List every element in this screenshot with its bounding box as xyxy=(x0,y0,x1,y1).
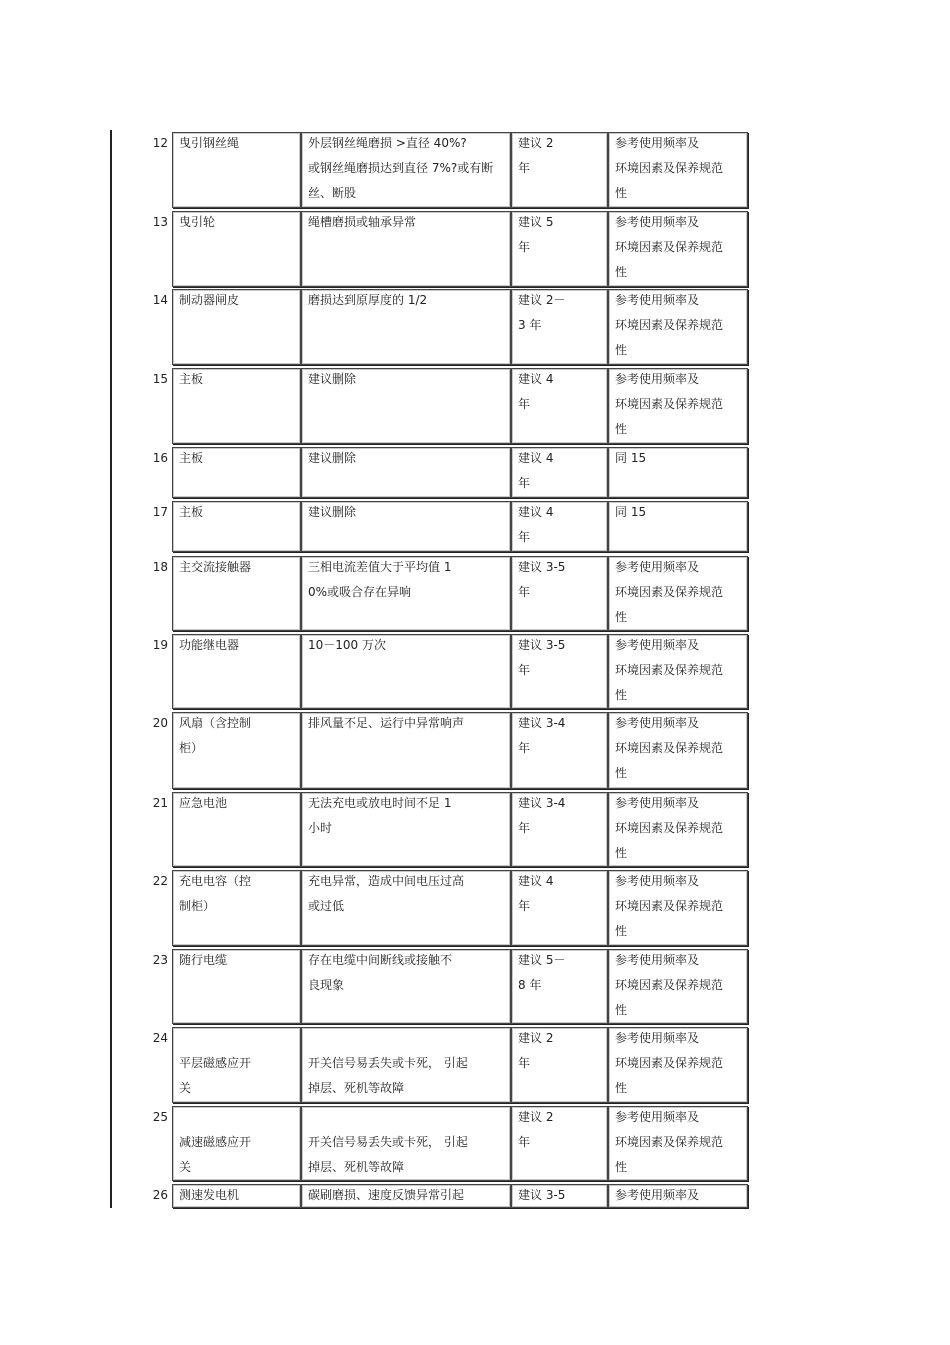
condition-cell-text: 外层钢丝绳磨损 >直径 40%? 或钢丝绳磨损达到直径 7%?或有断 丝、断股 xyxy=(308,136,494,200)
table-row xyxy=(110,1106,750,1181)
note-cell-text: 参考使用频率及 环境因素及保养规范 性 xyxy=(615,953,724,1017)
condition-cell xyxy=(301,289,511,365)
table-row xyxy=(110,501,750,552)
condition-cell xyxy=(301,1027,511,1103)
condition-cell-text: 开关信号易丢失或卡死， 引起 掉层、死机等故障 xyxy=(308,1135,468,1174)
period-cell xyxy=(511,1106,608,1181)
row-number: 23 xyxy=(152,953,168,967)
row-number: 24 xyxy=(152,1031,168,1045)
period-cell-text: 建议 3-5 年 xyxy=(518,560,566,599)
condition-cell xyxy=(301,447,511,498)
condition-cell xyxy=(301,1106,511,1181)
part-cell xyxy=(172,1106,301,1181)
part-cell-text: 风扇（含控制 柜） xyxy=(179,716,252,755)
condition-cell-text: 三相电流差值大于平均值 1 0%或吸合存在异响 xyxy=(308,560,452,599)
period-cell xyxy=(511,1027,608,1103)
note-cell-text: 同 15 xyxy=(615,505,647,519)
note-cell xyxy=(608,211,748,287)
period-cell-text: 建议 3-5 年 xyxy=(518,638,566,677)
part-cell-text: 功能继电器 xyxy=(179,638,240,652)
part-cell-text: 主交流接触器 xyxy=(179,560,252,574)
condition-cell-text: 存在电缆中间断线或接触不 良现象 xyxy=(308,953,453,992)
part-cell-text: 制动器闸皮 xyxy=(179,293,240,307)
row-number: 19 xyxy=(152,638,168,652)
condition-cell xyxy=(301,870,511,946)
note-cell xyxy=(608,1027,748,1103)
note-cell xyxy=(608,712,748,789)
table-row xyxy=(110,712,750,789)
period-cell-text: 建议 2－ 3 年 xyxy=(518,293,566,332)
period-cell xyxy=(511,1184,608,1208)
period-cell-text: 建议 2 年 xyxy=(518,1110,554,1149)
table-row xyxy=(110,556,750,631)
note-cell xyxy=(608,792,748,867)
note-cell-text: 同 15 xyxy=(615,451,647,465)
table-row xyxy=(110,792,750,867)
part-cell xyxy=(172,949,301,1024)
table-row xyxy=(110,368,750,444)
part-cell-text: 曳引钢丝绳 xyxy=(179,136,240,150)
period-cell xyxy=(511,556,608,631)
part-cell-text: 充电电容（控 制柜） xyxy=(179,874,252,913)
table-row xyxy=(110,289,750,365)
part-cell xyxy=(172,211,301,287)
part-cell-text: 应急电池 xyxy=(179,796,228,810)
row-number: 18 xyxy=(152,560,168,574)
condition-cell-text: 开关信号易丢失或卡死， 引起 掉层、死机等故障 xyxy=(308,1056,468,1095)
period-cell-text: 建议 3-4 年 xyxy=(518,716,566,755)
part-cell xyxy=(172,501,301,552)
note-cell xyxy=(608,556,748,631)
note-cell-text: 参考使用频率及 环境因素及保养规范 性 xyxy=(615,372,724,436)
condition-cell-text: 建议删除 xyxy=(308,505,357,519)
note-cell-text: 参考使用频率及 环境因素及保养规范 性 xyxy=(615,716,724,780)
condition-cell-text: 磨损达到原厚度的 1/2 xyxy=(308,293,428,307)
table-row xyxy=(110,1027,750,1103)
condition-cell xyxy=(301,501,511,552)
condition-cell xyxy=(301,1184,511,1208)
note-cell-text: 参考使用频率及 环境因素及保养规范 性 xyxy=(615,136,724,200)
note-cell xyxy=(608,1184,748,1208)
condition-cell-text: 排风量不足、运行中异常响声 xyxy=(308,716,465,730)
note-cell-text: 参考使用频率及 环境因素及保养规范 性 xyxy=(615,796,724,860)
period-cell xyxy=(511,501,608,552)
part-cell xyxy=(172,634,301,709)
note-cell-text: 参考使用频率及 环境因素及保养规范 性 xyxy=(615,215,724,279)
row-number: 22 xyxy=(152,874,168,888)
note-cell-text: 参考使用频率及 环境因素及保养规范 性 xyxy=(615,1031,724,1095)
part-cell-text: 主板 xyxy=(179,505,204,519)
row-number: 14 xyxy=(152,293,168,307)
row-number: 26 xyxy=(152,1188,168,1202)
condition-cell-text: 10－100 万次 xyxy=(308,638,386,652)
part-cell xyxy=(172,447,301,498)
note-cell xyxy=(608,634,748,709)
period-cell-text: 建议 5－ 8 年 xyxy=(518,953,566,992)
condition-cell xyxy=(301,634,511,709)
note-cell-text: 参考使用频率及 xyxy=(615,1188,700,1202)
period-cell xyxy=(511,870,608,946)
row-number: 21 xyxy=(152,796,168,810)
period-cell-text: 建议 5 年 xyxy=(518,215,554,254)
condition-cell-text: 建议删除 xyxy=(308,451,357,465)
part-cell xyxy=(172,870,301,946)
condition-cell-text: 绳槽磨损或轴承异常 xyxy=(308,215,417,229)
table-row xyxy=(110,211,750,287)
table-row xyxy=(110,870,750,946)
note-cell xyxy=(608,1106,748,1181)
condition-cell xyxy=(301,132,511,208)
row-number: 15 xyxy=(152,372,168,386)
part-cell-text: 随行电缆 xyxy=(179,953,228,967)
note-cell xyxy=(608,870,748,946)
condition-cell xyxy=(301,712,511,789)
note-cell-text: 参考使用频率及 环境因素及保养规范 性 xyxy=(615,874,724,938)
period-cell-text: 建议 2 年 xyxy=(518,1031,554,1070)
note-cell xyxy=(608,447,748,498)
period-cell xyxy=(511,211,608,287)
period-cell-text: 建议 4 年 xyxy=(518,451,554,490)
part-cell xyxy=(172,792,301,867)
note-cell xyxy=(608,501,748,552)
part-cell-text: 减速磁感应开 关 xyxy=(179,1135,252,1174)
condition-cell-text: 建议删除 xyxy=(308,372,357,386)
period-cell xyxy=(511,949,608,1024)
period-cell xyxy=(511,792,608,867)
period-cell xyxy=(511,132,608,208)
condition-cell xyxy=(301,792,511,867)
table-row xyxy=(110,447,750,498)
note-cell-text: 参考使用频率及 环境因素及保养规范 性 xyxy=(615,293,724,357)
row-number: 13 xyxy=(152,215,168,229)
note-cell xyxy=(608,949,748,1024)
condition-cell xyxy=(301,211,511,287)
part-cell-text: 主板 xyxy=(179,451,204,465)
part-cell xyxy=(172,368,301,444)
table-row xyxy=(110,949,750,1024)
part-cell-text: 曳引轮 xyxy=(179,215,216,229)
part-cell xyxy=(172,712,301,789)
note-cell xyxy=(608,368,748,444)
condition-cell-text: 充电异常，造成中间电压过高 或过低 xyxy=(308,874,465,913)
row-number: 16 xyxy=(152,451,168,465)
part-cell xyxy=(172,1184,301,1208)
row-number: 17 xyxy=(152,505,168,519)
table-row xyxy=(110,1184,750,1208)
period-cell-text: 建议 4 年 xyxy=(518,505,554,544)
condition-cell xyxy=(301,949,511,1024)
row-number: 12 xyxy=(152,136,168,150)
part-cell xyxy=(172,289,301,365)
table-row xyxy=(110,132,750,208)
condition-cell xyxy=(301,556,511,631)
note-cell-text: 参考使用频率及 环境因素及保养规范 性 xyxy=(615,560,724,624)
part-cell xyxy=(172,132,301,208)
note-cell-text: 参考使用频率及 环境因素及保养规范 性 xyxy=(615,1110,724,1174)
part-cell-text: 主板 xyxy=(179,372,204,386)
part-cell xyxy=(172,1027,301,1103)
period-cell-text: 建议 2 年 xyxy=(518,136,554,175)
row-number: 20 xyxy=(152,716,168,730)
part-cell xyxy=(172,556,301,631)
period-cell xyxy=(511,368,608,444)
condition-cell xyxy=(301,368,511,444)
part-cell-text: 测速发电机 xyxy=(179,1188,240,1202)
period-cell-text: 建议 4 年 xyxy=(518,372,554,411)
row-number: 25 xyxy=(152,1110,168,1124)
condition-cell-text: 碳刷磨损、速度反馈异常引起 xyxy=(308,1188,465,1202)
period-cell-text: 建议 3-5 xyxy=(518,1188,566,1202)
period-cell-text: 建议 3-4 年 xyxy=(518,796,566,835)
note-cell xyxy=(608,132,748,208)
period-cell xyxy=(511,289,608,365)
note-cell-text: 参考使用频率及 环境因素及保养规范 性 xyxy=(615,638,724,702)
table-row xyxy=(110,634,750,709)
period-cell xyxy=(511,447,608,498)
period-cell xyxy=(511,712,608,789)
period-cell-text: 建议 4 年 xyxy=(518,874,554,913)
period-cell xyxy=(511,634,608,709)
part-cell-text: 平层磁感应开 关 xyxy=(179,1056,252,1095)
condition-cell-text: 无法充电或放电时间不足 1 小时 xyxy=(308,796,452,835)
note-cell xyxy=(608,289,748,365)
